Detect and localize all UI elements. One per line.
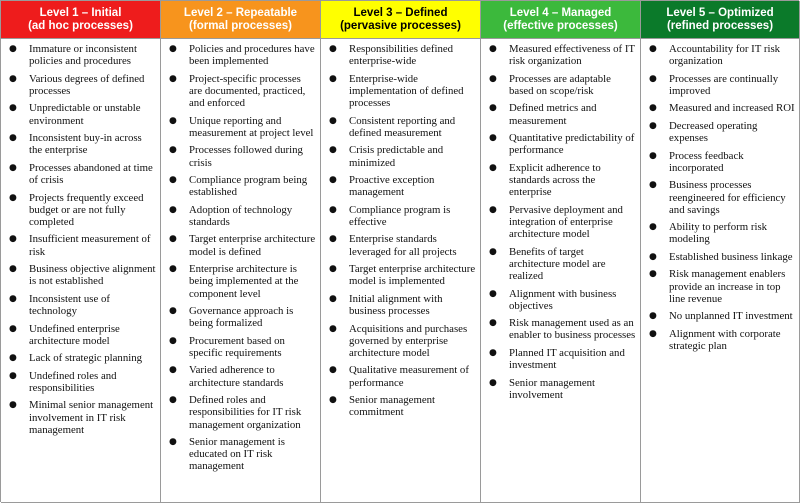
list-item xyxy=(645,179,795,216)
bullet-icon: ● xyxy=(9,73,17,84)
level-1-header xyxy=(1,1,161,39)
list-item xyxy=(645,150,795,174)
bullet-icon: ● xyxy=(489,377,497,388)
item-text: No unplanned IT investment xyxy=(669,310,793,323)
bullet-icon: ● xyxy=(649,328,657,339)
item-text: Target enterprise architecture model is implemented xyxy=(349,263,476,288)
list-item xyxy=(5,233,156,257)
item-text: Defined metrics and measurement xyxy=(509,102,597,127)
item-text: Enterprise architecture is being implemented at the component level xyxy=(189,263,299,300)
list-item xyxy=(165,204,316,228)
bullet-icon: ● xyxy=(169,204,177,215)
level-5-items-cell xyxy=(641,39,800,503)
list-item xyxy=(5,132,156,156)
list-item xyxy=(165,335,316,359)
level-4-header xyxy=(481,1,641,39)
list-item xyxy=(325,364,476,388)
bullet-icon: ● xyxy=(489,133,497,144)
bullet-icon: ● xyxy=(9,44,17,54)
item-text: Minimal senior management involvement in IT risk management xyxy=(29,399,154,436)
bullet-icon: ● xyxy=(329,395,337,406)
list-item xyxy=(645,268,795,305)
item-text: Quantitative predictability of performance xyxy=(509,132,635,157)
list-item xyxy=(325,73,476,110)
bullet-icon: ● xyxy=(489,246,497,257)
level-2-title: Level 2 – Repeatable xyxy=(183,7,298,19)
list-item xyxy=(645,251,795,263)
list-item xyxy=(325,233,476,257)
list-item xyxy=(645,221,795,245)
level-3-title: Level 3 – Defined xyxy=(353,7,448,19)
bullet-icon: ● xyxy=(169,264,177,275)
item-text: Responsibilities defined enterprise-wide xyxy=(349,43,454,68)
list-item xyxy=(325,323,476,360)
bullet-icon: ● xyxy=(649,120,657,131)
item-text: Ability to perform risk modeling xyxy=(669,221,768,246)
bullet-icon: ● xyxy=(169,335,177,346)
item-text: Enterprise-wide implementation of defined processes xyxy=(349,72,464,110)
item-text: Project-specific processes are documented, practiced, and enforced xyxy=(189,72,306,110)
bullet-icon: ● xyxy=(489,162,497,173)
item-text: Accountability for IT risk organization xyxy=(669,43,781,68)
list-item xyxy=(325,293,476,317)
bullet-icon: ● xyxy=(649,73,657,84)
list-item xyxy=(325,263,476,287)
item-text: Varied adherence to architecture standards xyxy=(189,364,284,389)
list-item xyxy=(5,192,156,229)
bullet-icon: ● xyxy=(649,150,657,161)
item-text: Crisis predictable and minimized xyxy=(349,144,444,169)
bullet-icon: ● xyxy=(489,103,497,114)
list-item xyxy=(165,305,316,329)
list-item xyxy=(165,115,316,139)
bullet-icon: ● xyxy=(649,222,657,233)
item-text: Benefits of target architecture model are realized xyxy=(509,245,606,283)
list-item xyxy=(645,120,795,144)
level-5-item-list xyxy=(645,43,795,352)
item-text: Measured and increased ROI xyxy=(669,102,795,115)
bullet-icon: ● xyxy=(329,293,337,304)
item-text: Unpredictable or unstable environment xyxy=(29,102,141,127)
list-item xyxy=(485,204,636,241)
item-text: Acquisitions and purchases governed by enterprise architecture model xyxy=(349,322,468,359)
bullet-icon: ● xyxy=(329,234,337,245)
bullet-icon: ● xyxy=(329,264,337,275)
bullet-icon: ● xyxy=(649,269,657,280)
item-text: Senior management commitment xyxy=(349,394,436,419)
bullet-icon: ● xyxy=(489,44,497,54)
bullet-icon: ● xyxy=(9,192,17,203)
list-item xyxy=(165,43,316,67)
list-item xyxy=(325,174,476,198)
item-text: Immature or inconsistent policies and procedures xyxy=(29,43,137,68)
item-text: Pervasive deployment and integration of enterprise architecture model xyxy=(509,203,623,241)
item-text: Business processes reengineered for efficiency and savings xyxy=(669,179,786,216)
list-item xyxy=(5,323,156,347)
item-text: Enterprise standards leveraged for all projects xyxy=(349,233,457,258)
level-1-title: Level 1 – Initial xyxy=(39,7,122,19)
item-text: Various degrees of defined processes xyxy=(29,72,145,97)
list-item xyxy=(485,43,636,67)
bullet-icon: ● xyxy=(9,370,17,381)
level-5-subtitle: (refined processes) xyxy=(666,20,774,32)
list-item xyxy=(645,310,795,322)
list-item xyxy=(645,328,795,352)
list-item xyxy=(325,115,476,139)
list-item xyxy=(165,394,316,431)
bullet-icon: ● xyxy=(169,306,177,317)
item-text: Inconsistent use of technology xyxy=(29,292,110,318)
item-text: Projects frequently exceed budget or are not fully completed xyxy=(29,191,144,228)
bullet-icon: ● xyxy=(9,400,17,411)
item-text: Undefined roles and responsibilities xyxy=(29,369,117,394)
level-4-item-list xyxy=(485,43,636,401)
list-item xyxy=(5,43,156,67)
list-item xyxy=(165,436,316,473)
list-item xyxy=(5,162,156,186)
item-text: Unique reporting and measurement at project level xyxy=(189,114,314,139)
list-item xyxy=(5,370,156,394)
item-text: Compliance program being established xyxy=(189,174,308,199)
bullet-icon: ● xyxy=(169,365,177,376)
level-4-subtitle: (effective processes) xyxy=(503,20,618,32)
bullet-icon: ● xyxy=(489,318,497,329)
list-item xyxy=(645,43,795,67)
list-item xyxy=(485,377,636,401)
item-text: Explicit adherence to standards across the enterprise xyxy=(509,161,601,199)
bullet-icon: ● xyxy=(489,73,497,84)
list-item xyxy=(485,246,636,283)
item-text: Decreased operating expenses xyxy=(669,119,758,145)
item-text: Qualitative measurement of performance xyxy=(349,364,469,389)
bullet-icon: ● xyxy=(329,323,337,334)
item-text: Alignment with business objectives xyxy=(509,287,617,312)
item-text: Initial alignment with business processes xyxy=(349,292,443,318)
list-item xyxy=(165,73,316,110)
bullet-icon: ● xyxy=(649,311,657,322)
bullet-icon: ● xyxy=(329,204,337,215)
list-item xyxy=(325,43,476,67)
bullet-icon: ● xyxy=(169,44,177,54)
list-item xyxy=(165,263,316,300)
item-text: Risk management enablers provide an increase in top line revenue xyxy=(669,268,786,305)
bullet-icon: ● xyxy=(169,145,177,156)
item-text: Lack of strategic planning xyxy=(29,352,143,365)
list-item xyxy=(485,317,636,341)
bullet-icon: ● xyxy=(9,264,17,275)
list-item xyxy=(5,352,156,364)
item-text: Proactive exception management xyxy=(349,174,435,199)
item-text: Processes are adaptable based on scope/risk xyxy=(509,72,611,97)
list-item xyxy=(5,263,156,287)
level-1-item-list xyxy=(5,43,156,436)
item-text: Processes abandoned at time of crisis xyxy=(29,161,153,187)
list-item xyxy=(645,73,795,97)
list-item xyxy=(485,132,636,156)
bullet-icon: ● xyxy=(9,103,17,114)
bullet-icon: ● xyxy=(9,353,17,364)
list-item xyxy=(5,73,156,97)
item-text: Senior management is educated on IT risk management xyxy=(189,436,285,473)
bullet-icon: ● xyxy=(9,133,17,144)
item-text: Adoption of technology standards xyxy=(189,203,293,228)
bullet-icon: ● xyxy=(649,251,657,262)
level-2-header xyxy=(161,1,321,39)
level-2-subtitle: (formal processes) xyxy=(189,20,292,32)
item-text: Policies and procedures have been implemented xyxy=(189,43,315,68)
item-text: Business objective alignment is not established xyxy=(29,263,156,288)
bullet-icon: ● xyxy=(489,288,497,299)
item-text: Defined roles and responsibilities for IT risk management organization xyxy=(189,394,302,431)
list-item xyxy=(165,174,316,198)
item-text: Procurement based on specific requirements xyxy=(189,334,285,359)
bullet-icon: ● xyxy=(9,323,17,334)
level-2-item-list xyxy=(165,43,316,473)
item-text: Consistent reporting and defined measurement xyxy=(349,114,456,139)
list-item xyxy=(165,233,316,257)
bullet-icon: ● xyxy=(329,73,337,84)
item-text: Alignment with corporate strategic plan xyxy=(669,327,781,353)
bullet-icon: ● xyxy=(169,175,177,186)
level-3-subtitle: (pervasive processes) xyxy=(340,20,461,32)
item-text: Processes are continually improved xyxy=(669,72,779,97)
item-text: Established business linkage xyxy=(669,250,793,263)
bullet-icon: ● xyxy=(9,293,17,304)
level-5-header xyxy=(641,1,800,39)
list-item xyxy=(485,347,636,371)
item-text: Undefined enterprise architecture model xyxy=(29,322,120,347)
item-text: Planned IT acquisition and investment xyxy=(509,346,625,372)
list-item xyxy=(485,102,636,126)
item-text: Insufficient measurement of risk xyxy=(29,233,151,258)
item-text: Risk management used as an enabler to business processes xyxy=(509,317,636,342)
item-text: Inconsistent buy-in across the enterprise xyxy=(29,132,142,157)
list-item xyxy=(485,288,636,312)
bullet-icon: ● xyxy=(169,115,177,126)
item-text: Processes followed during crisis xyxy=(189,144,303,169)
level-2-items-cell xyxy=(161,39,321,503)
list-item xyxy=(5,102,156,126)
list-item xyxy=(325,394,476,418)
list-item xyxy=(485,73,636,97)
list-item xyxy=(5,399,156,436)
item-text: Measured effectiveness of IT risk organization xyxy=(509,43,635,68)
list-item xyxy=(485,162,636,199)
bullet-icon: ● xyxy=(329,115,337,126)
bullet-icon: ● xyxy=(329,44,337,54)
bullet-icon: ● xyxy=(169,73,177,84)
bullet-icon: ● xyxy=(9,234,17,245)
bullet-icon: ● xyxy=(9,162,17,173)
bullet-icon: ● xyxy=(329,175,337,186)
list-item xyxy=(5,293,156,317)
list-item xyxy=(325,204,476,228)
bullet-icon: ● xyxy=(329,365,337,376)
list-item xyxy=(165,364,316,388)
level-1-items-cell xyxy=(1,39,161,503)
level-4-items-cell xyxy=(481,39,641,503)
bullet-icon: ● xyxy=(489,347,497,358)
bullet-icon: ● xyxy=(649,103,657,114)
list-item xyxy=(645,102,795,114)
list-item xyxy=(165,144,316,168)
item-text: Target enterprise architecture model is defined xyxy=(189,233,316,258)
bullet-icon: ● xyxy=(169,234,177,245)
item-text: Process feedback incorporated xyxy=(669,149,744,174)
item-text: Senior management involvement xyxy=(509,376,596,401)
level-1-subtitle: (ad hoc processes) xyxy=(28,20,133,32)
level-3-header xyxy=(321,1,481,39)
list-item xyxy=(325,144,476,168)
bullet-icon: ● xyxy=(329,145,337,156)
level-3-item-list xyxy=(325,43,476,419)
bullet-icon: ● xyxy=(169,395,177,406)
bullet-icon: ● xyxy=(169,437,177,448)
bullet-icon: ● xyxy=(649,44,657,54)
level-4-title: Level 4 – Managed xyxy=(509,7,612,19)
item-text: Governance approach is being formalized xyxy=(189,305,294,330)
bullet-icon: ● xyxy=(649,180,657,191)
bullet-icon: ● xyxy=(489,204,497,215)
level-5-title: Level 5 – Optimized xyxy=(666,7,774,19)
item-text: Compliance program is effective xyxy=(349,203,451,228)
level-3-items-cell xyxy=(321,39,481,503)
